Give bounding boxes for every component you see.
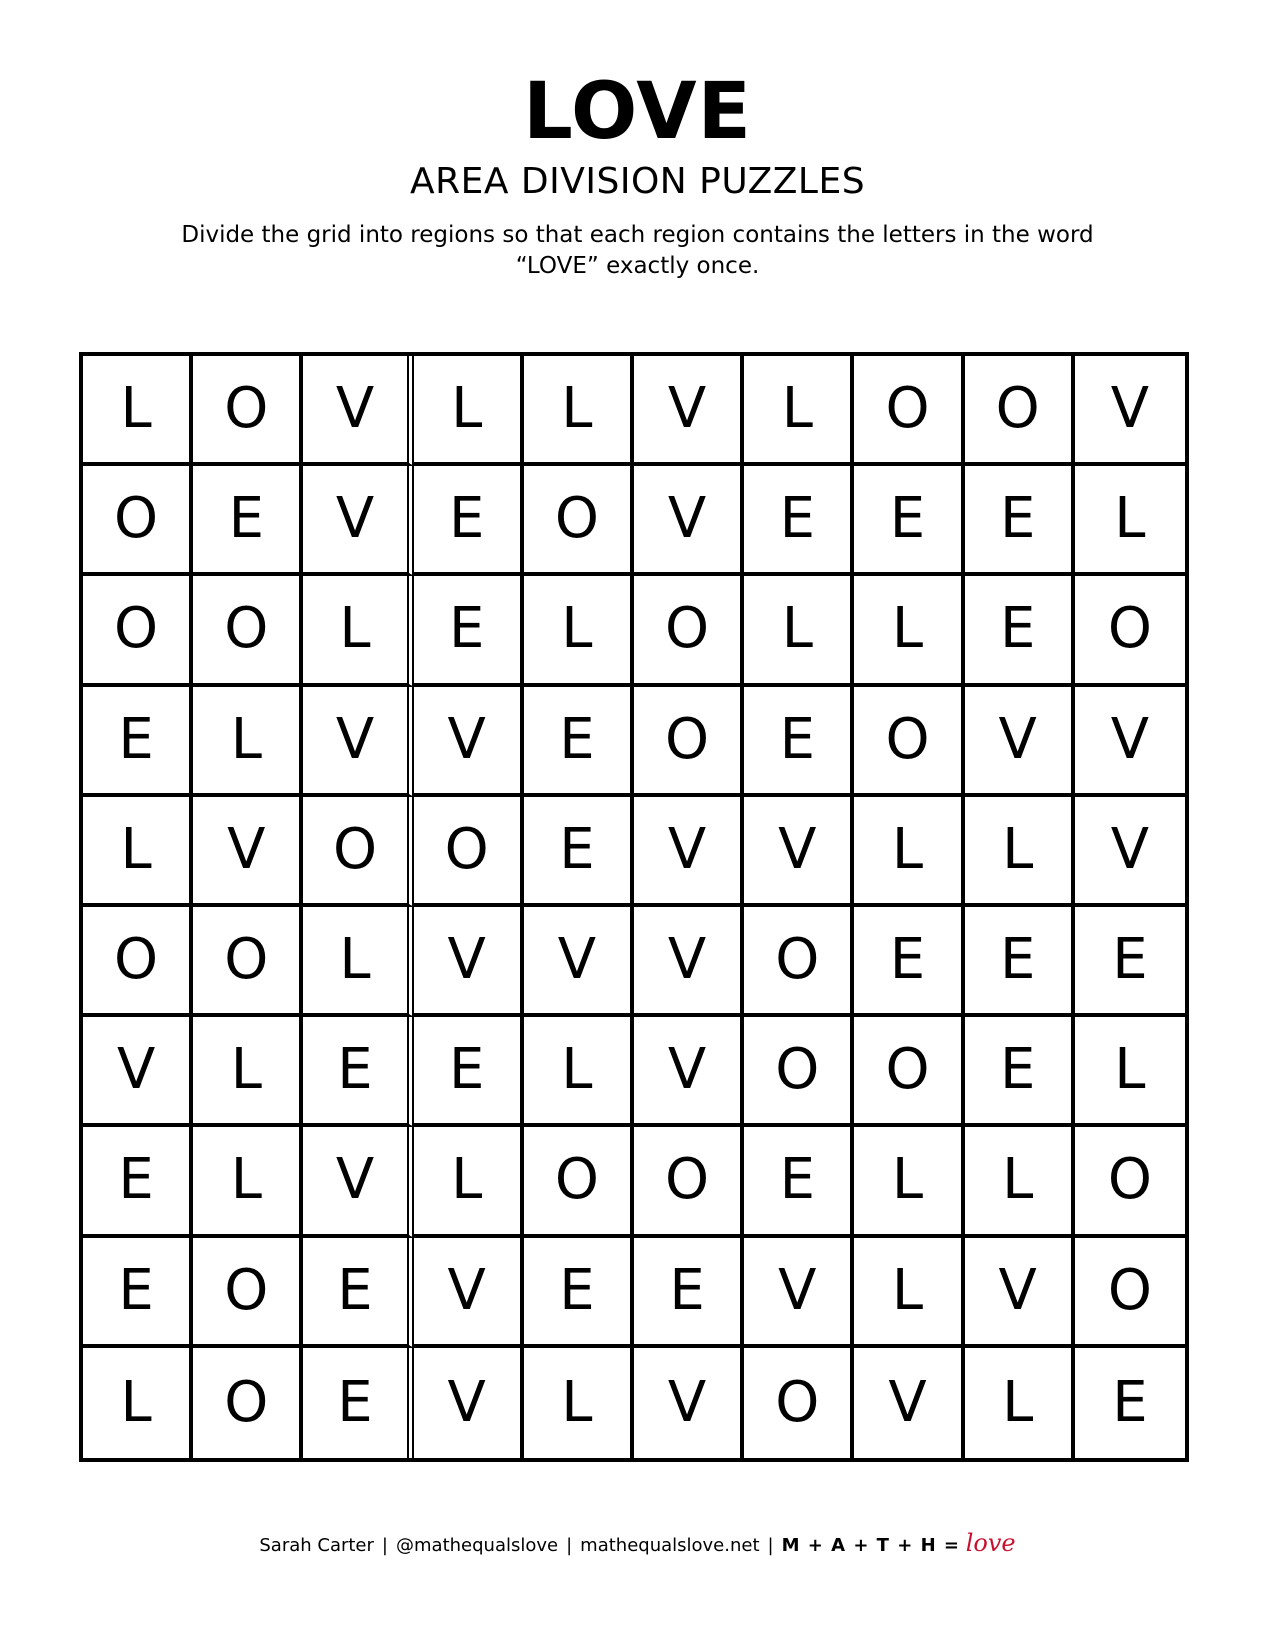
grid-cell[interactable]: V — [303, 1127, 413, 1237]
grid-cell[interactable]: L — [1075, 1017, 1185, 1127]
grid-cell[interactable]: V — [524, 907, 634, 1017]
grid-cell[interactable]: E — [634, 1238, 744, 1348]
footer-website: mathequalslove.net — [580, 1535, 760, 1556]
grid-cell[interactable]: O — [193, 907, 303, 1017]
grid-cell[interactable]: L — [744, 356, 854, 466]
grid-cell[interactable]: O — [193, 1348, 303, 1458]
grid-cell[interactable]: L — [854, 1127, 964, 1237]
grid-cell[interactable]: O — [1075, 576, 1185, 686]
grid-cell[interactable]: E — [744, 1127, 854, 1237]
grid-cell[interactable]: L — [524, 356, 634, 466]
grid-cell[interactable]: E — [303, 1348, 413, 1458]
puzzle-grid — [79, 352, 1189, 1462]
grid-cell[interactable]: O — [854, 1017, 964, 1127]
grid-cell[interactable]: V — [965, 687, 1075, 797]
grid-cell[interactable]: L — [83, 356, 193, 466]
grid-cell[interactable]: E — [854, 907, 964, 1017]
grid-cell[interactable]: L — [193, 1127, 303, 1237]
footer-separator: | — [566, 1535, 573, 1556]
grid-cell[interactable]: O — [634, 1127, 744, 1237]
footer-brand: M + A + T + H = — [781, 1535, 960, 1556]
grid-cell[interactable]: E — [524, 687, 634, 797]
grid-cell[interactable]: V — [634, 1348, 744, 1458]
grid-cell[interactable]: L — [83, 797, 193, 907]
grid-cell[interactable]: E — [744, 466, 854, 576]
grid-cell[interactable]: O — [1075, 1127, 1185, 1237]
grid-cell[interactable]: E — [414, 466, 524, 576]
grid-cell[interactable]: O — [414, 797, 524, 907]
footer — [0, 1530, 1275, 1559]
grid-cell[interactable]: E — [83, 687, 193, 797]
grid-cell[interactable]: E — [965, 1017, 1075, 1127]
grid-cell[interactable]: V — [414, 907, 524, 1017]
grid-cell[interactable]: L — [414, 1127, 524, 1237]
grid-cell[interactable]: V — [634, 1017, 744, 1127]
grid-cell[interactable]: E — [854, 466, 964, 576]
grid-cell[interactable]: V — [634, 797, 744, 907]
grid-cell[interactable]: L — [83, 1348, 193, 1458]
grid-cell[interactable]: V — [414, 687, 524, 797]
grid-cell[interactable]: V — [414, 1348, 524, 1458]
grid-cell[interactable]: O — [193, 356, 303, 466]
footer-handle: @mathequalslove — [396, 1535, 559, 1556]
grid-cell[interactable]: E — [524, 797, 634, 907]
grid-cell[interactable]: V — [303, 356, 413, 466]
grid-cell[interactable]: V — [1075, 687, 1185, 797]
grid-cell[interactable]: O — [83, 576, 193, 686]
grid-cell[interactable]: O — [524, 466, 634, 576]
grid-cell[interactable]: E — [303, 1238, 413, 1348]
grid-cell[interactable]: V — [634, 356, 744, 466]
grid-cell[interactable]: L — [965, 1127, 1075, 1237]
grid-cell[interactable]: L — [303, 907, 413, 1017]
grid-cell[interactable]: L — [965, 797, 1075, 907]
grid-cell[interactable]: O — [744, 1348, 854, 1458]
grid-cell[interactable]: V — [1075, 797, 1185, 907]
grid-cell[interactable]: V — [634, 907, 744, 1017]
grid-cell[interactable]: L — [854, 576, 964, 686]
grid-cell[interactable]: E — [1112, 1369, 1148, 1435]
grid-cell[interactable]: E — [303, 1017, 413, 1127]
grid-cell[interactable]: O — [744, 907, 854, 1017]
grid-cell[interactable]: O — [854, 356, 964, 466]
grid-cell[interactable]: V — [854, 1348, 964, 1458]
grid-cell[interactable]: L — [524, 1348, 634, 1458]
grid-cell[interactable]: L — [524, 576, 634, 686]
grid-cell[interactable]: V — [1075, 356, 1185, 466]
grid-cell[interactable]: E — [414, 576, 524, 686]
grid-cell[interactable]: O — [965, 356, 1075, 466]
grid-cell[interactable]: O — [634, 687, 744, 797]
footer-author: Sarah Carter — [259, 1535, 374, 1556]
grid-cell[interactable]: V — [303, 687, 413, 797]
grid-cell[interactable]: V — [303, 466, 413, 576]
grid-cell[interactable]: L — [524, 1017, 634, 1127]
grid-cell[interactable]: O — [744, 1017, 854, 1127]
grid-cell[interactable]: V — [414, 1238, 524, 1348]
grid-cell[interactable]: O — [193, 576, 303, 686]
grid-cell[interactable]: E — [965, 907, 1075, 1017]
grid-cell[interactable]: V — [83, 1017, 193, 1127]
grid-cell[interactable]: E — [965, 466, 1075, 576]
grid-cell[interactable]: E — [524, 1238, 634, 1348]
grid-cell[interactable]: L — [414, 356, 524, 466]
grid-cell[interactable]: V — [744, 797, 854, 907]
grid-cell[interactable]: V — [634, 466, 744, 576]
grid-cell[interactable]: L — [303, 576, 413, 686]
grid-cell[interactable]: E — [193, 466, 303, 576]
footer-separator: | — [381, 1535, 388, 1556]
grid-cell[interactable]: E — [83, 1127, 193, 1237]
grid-cell[interactable]: O — [193, 1238, 303, 1348]
grid-cell[interactable]: O — [524, 1127, 634, 1237]
grid-cell[interactable]: E — [414, 1017, 524, 1127]
grid-cell[interactable]: L — [744, 576, 854, 686]
footer-brand-love-logo: love — [965, 1529, 1016, 1557]
grid-cell[interactable]: L — [193, 687, 303, 797]
grid-cell[interactable]: O — [83, 466, 193, 576]
grid-cell[interactable]: L — [1075, 466, 1185, 576]
grid-cell[interactable]: O — [1075, 1238, 1185, 1348]
footer-separator: | — [767, 1535, 774, 1556]
grid-cell[interactable]: V — [965, 1238, 1075, 1348]
page-subtitle: AREA DIVISION PUZZLES — [409, 161, 866, 202]
grid-cell[interactable]: L — [854, 1238, 964, 1348]
grid-cell[interactable]: E — [965, 576, 1075, 686]
grid-cell[interactable]: L — [854, 797, 964, 907]
grid-cell[interactable]: L — [193, 1017, 303, 1127]
grid-cell[interactable]: E — [1075, 907, 1185, 1017]
grid-cell[interactable]: O — [303, 797, 413, 907]
grid-cell[interactable]: O — [83, 907, 193, 1017]
grid-cell[interactable]: V — [744, 1238, 854, 1348]
grid-cell[interactable]: E — [83, 1238, 193, 1348]
grid-cell[interactable]: O — [634, 576, 744, 686]
page-title: LOVE — [523, 67, 752, 157]
grid-cell[interactable]: O — [854, 687, 964, 797]
grid-cell[interactable]: L — [965, 1348, 1075, 1458]
grid-cell[interactable]: V — [193, 797, 303, 907]
grid-cell[interactable]: E — [744, 687, 854, 797]
instructions-text: Divide the grid into regions so that each region contains the letters in the word “LOVE” exactly once. — [181, 222, 1094, 279]
